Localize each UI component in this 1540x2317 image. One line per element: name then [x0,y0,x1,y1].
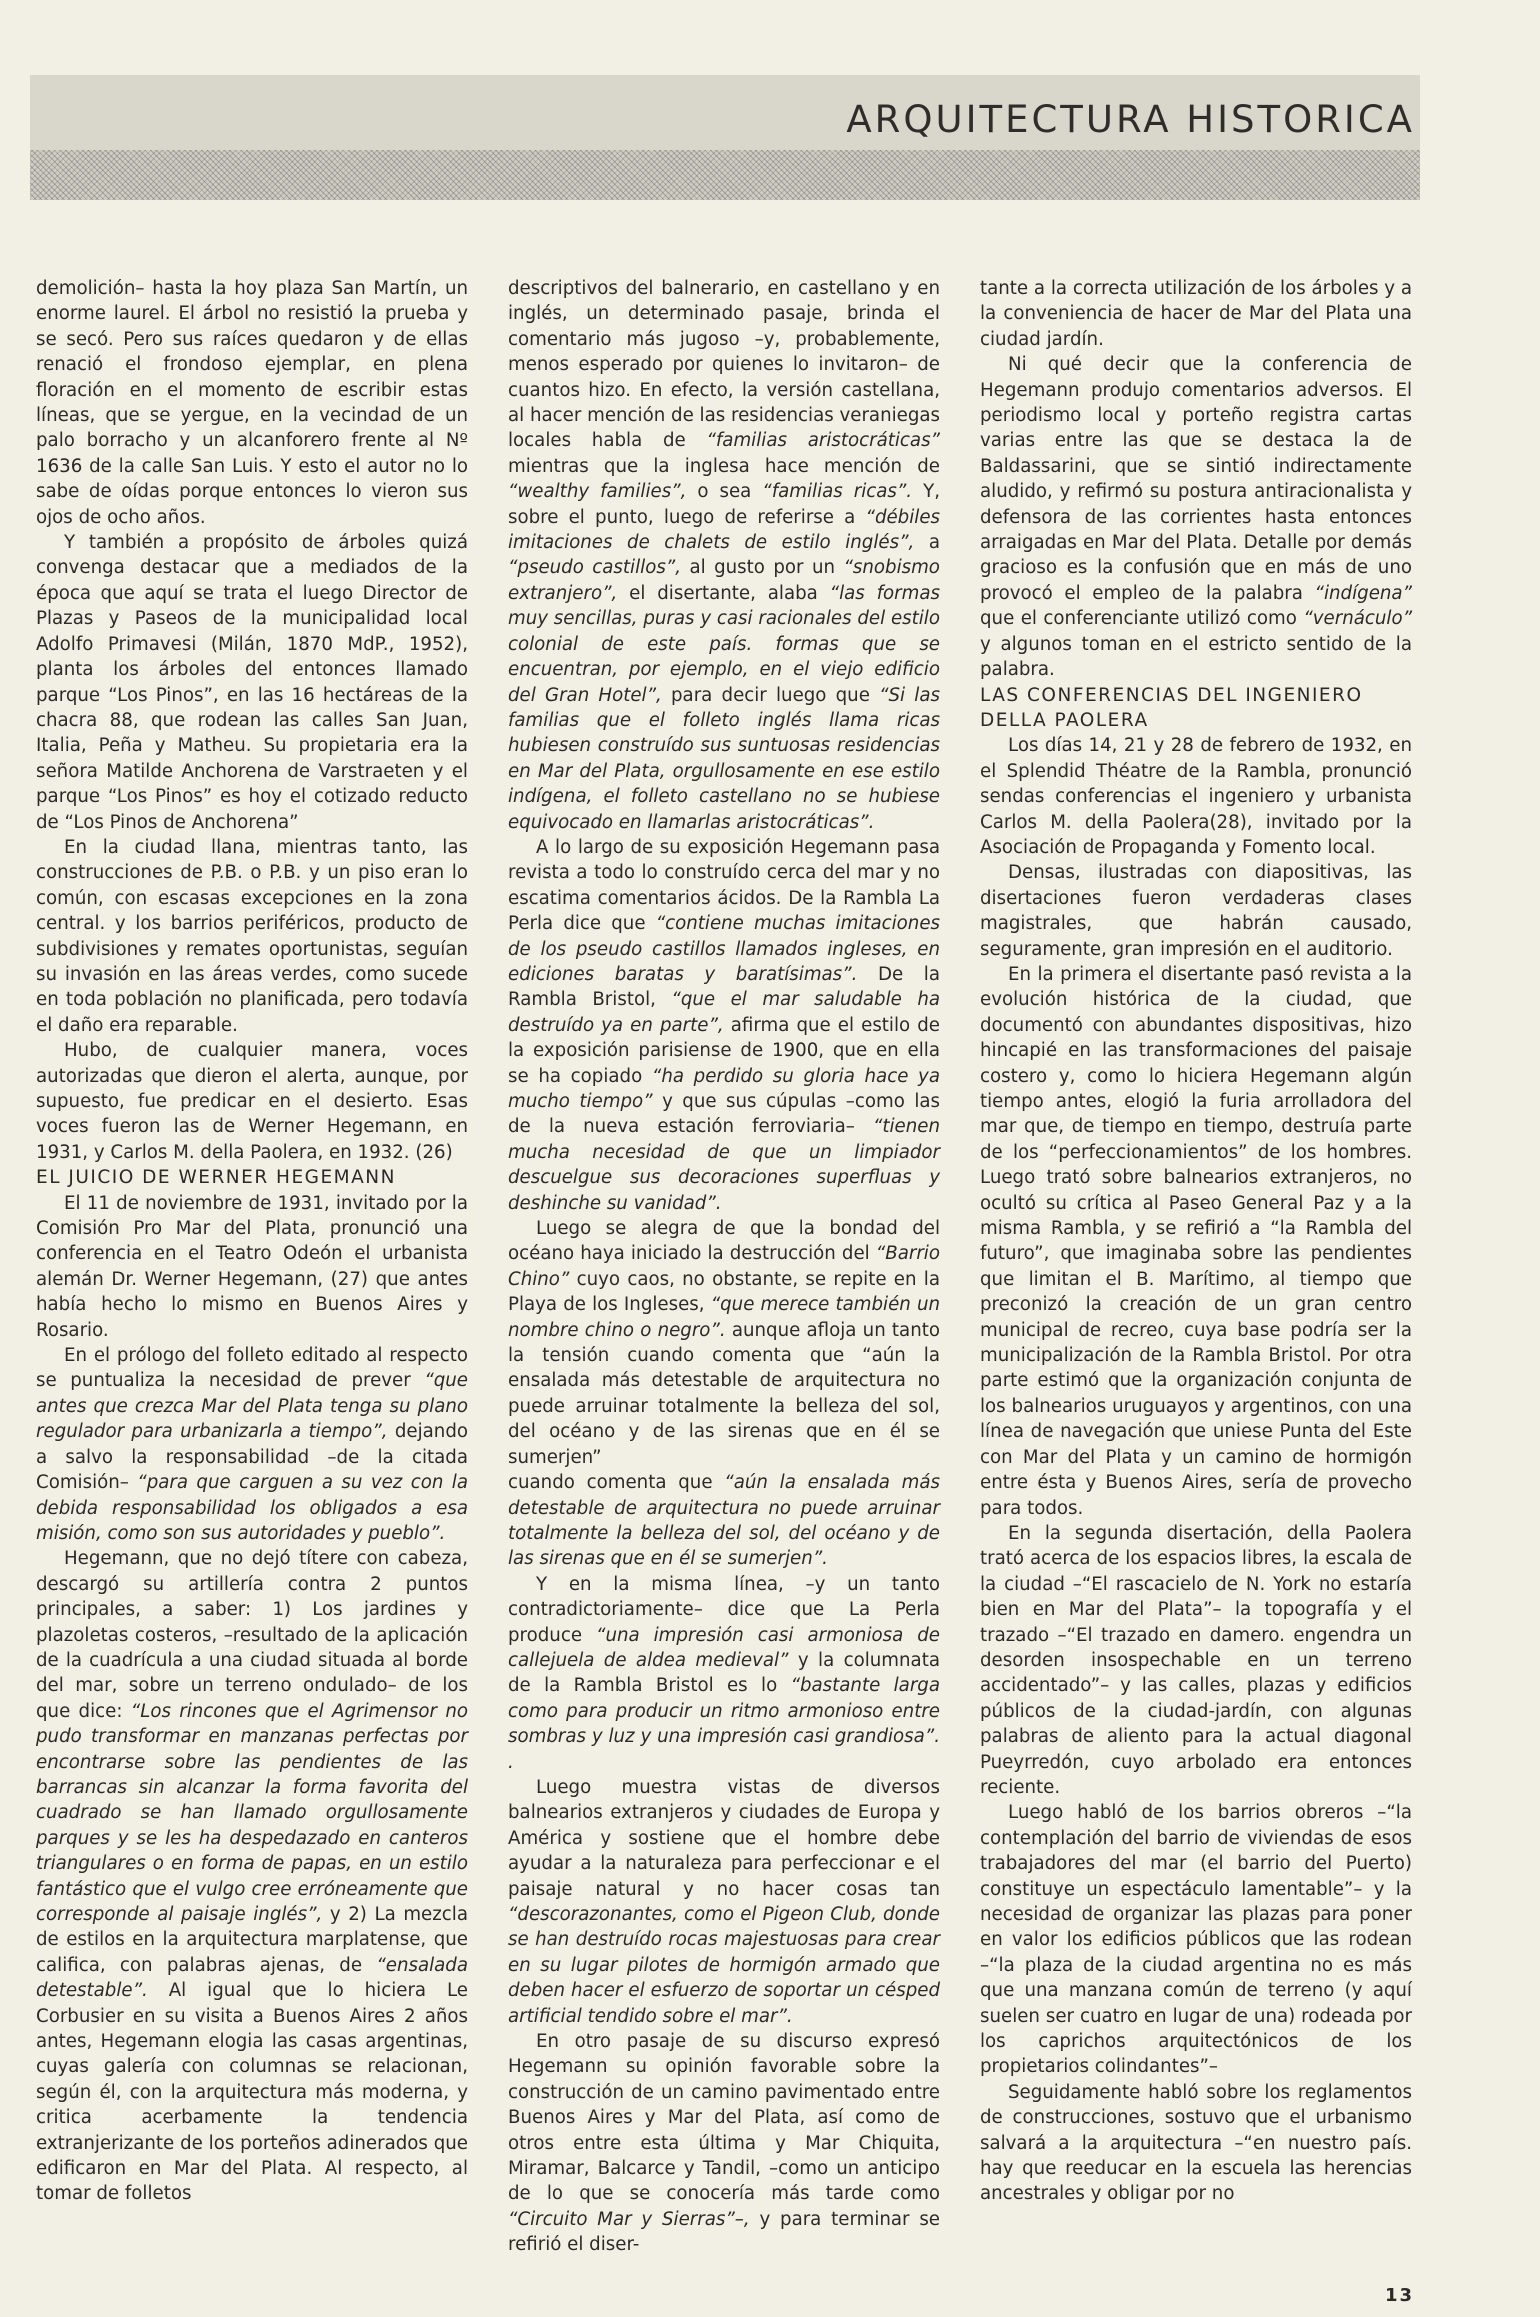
quote: “que el mar saludable ha destruído ya en parte”, [508,989,940,1036]
quote: “wealthy families”, [508,481,687,503]
text-run: para decir luego que [671,684,870,706]
paragraph [508,2029,940,2258]
paragraph [508,1470,940,1572]
text-run: cuando comenta que [508,1472,713,1494]
quote: “contiene muchas imitaciones de los pseudo castillos llamados ingleses, en ediciones baratas y baratísimas”. [508,913,941,985]
quote: “familias aristocráticas” [706,430,940,452]
text-run: dejando a salvo la responsabilidad –de la citada Comisión– [36,1421,468,1494]
paragraph [980,352,1412,682]
text-run: Luego se alegra de que la bondad del océano haya iniciado la destrucción del [508,1218,940,1265]
text-run: De la Rambla Bristol, [508,963,940,1011]
text-run: y que sus cúpulas –como las de la nueva estación ferroviaria– [508,1091,940,1138]
paragraph: Y también a propósito de árboles quizá convenga destacar que a mediados de la época que aquí se trata el luego Director de Plazas y Paseos de la municipalidad local Adolfo Primavesi (Milán, 1870 MdP., 1952), planta los árboles del entonces llamado parque “Los Pinos”, en las 16 hectáreas de la chacra 88, que rodean las calles San Juan, Italia, Peña y Matheu. Su propietaria era la señora Matilde Anchorena de Varstraeten y el parque “Los Pinos” es hoy el cotizado reducto de “Los Pinos de Anchorena” [36,532,468,833]
paragraph [508,1572,940,1775]
quote: “bastante larga como para producir un ritmo armonioso entre sombras y luz y una impresión casi grandiosa”. . [508,1675,940,1773]
text-run: al gusto por un [689,557,836,579]
text-run: A lo largo de su exposición Hegemann pasa revista a todo lo construído cerca del mar y no escatima comentarios ácidos. De la Rambla La Perla dice que [508,836,940,935]
quote: “indígena” [1314,582,1412,604]
text-run: y 2) La mezcla de estilos en la arquitectura marplatense, que califica, con palabras ajenas, de [36,1904,468,1976]
paragraph: Luego habló de los barrios obreros –“la contemplación del barrio de viviendas de esos trabajadores del mar (el barrio del Puerto) constituye un espectáculo lamentable”– y la necesidad de organizar las plazas para poner en valor los edificios públicos que las rodean –“la plaza de la ciudad argentina no es más que una manzana común de terreno (y aquí suelen ser cuatro en lugar de una) rodeada por los caprichos arquitectónicos de los propietarios colindantes”– [980,1802,1412,2078]
paragraph [508,835,940,1216]
quote: “vernáculo” [1303,608,1412,630]
text-run: el disertante, alaba [629,582,818,604]
text-run: Al igual que lo hiciera Le Corbusier en su visita a Buenos Aires 2 años antes, Hegemann elogia las casas argentinas, cuyas galería con columnas se relacionan, según él, con la arquitectura más moderna, y critica acerbamente la tendencia extranjerizante de los porteños adinerados que edificaron en Mar del Plata. Al respecto, al tomar de folletos [36,1980,468,2205]
paragraph [36,1546,468,2207]
text-run: mientras que la inglesa hace mención de [508,455,940,477]
text-run: En otro pasaje de su discurso expresó Hegemann su opinión favorable sobre la construcción de un camino pavimentado entre Buenos Aires y Mar del Plata, así como de otros entre esta última y Mar Chiquita, Miramar, Balcarce y Tandil, –como un anticipo de lo que se conocería más tarde como [508,2031,940,2205]
quote: “que merece también un nombre chino o negro”. [508,1294,940,1341]
paragraph: Los días 14, 21 y 28 de febrero de 1932, en el Splendid Théatre de la Rambla, pronunció sendas conferencias el ingeniero y urbanista Carlos M. della Paolera(28), invitado por la Asociación de Propaganda y Fomento local. [980,735,1412,858]
text-run: descriptivos del balnerario, en castellano y en inglés, un determinado pasaje, brinda el comentario más jugoso –y, probablemente, menos esperado por quienes lo invitaron– de cuantos hizo. En efecto, la versión castellana, al hacer mención de las residencias veraniegas locales habla de [508,278,941,452]
text-run: En el prólogo del folleto editado al respecto se puntualiza la necesidad de prever [36,1345,468,1392]
article-column-3 [980,276,1412,2207]
paragraph: Hubo, de cualquier manera, voces autorizadas que dieron el alerta, aunque, por supuesto, fue predicar en el desierto. Esas voces fueron las de Werner Hegemann, en 1931, y Carlos M. della Paolera, en 1932. (26) [36,1040,468,1163]
quote: “Barrio Chino” [508,1243,940,1290]
text-run: afirma que el estilo de la exposición parisiense de 1900, que en ella se ha copiado [508,1014,940,1087]
quote: “aún la ensalada más detestable de arquitectura no puede arruinar totalmente la belleza del sol, del océano y de las sirenas que en él se sumerjen”. [508,1472,940,1570]
quote: “las formas muy sencillas, puras y casi racionales del estilo colonial de este país. formas que se encuentran, por ejemplo, en el viejo edificio del Gran Hotel”, [508,582,940,706]
quote: “familias ricas”. [762,481,913,503]
quote: “descorazonantes, como el Pigeon Club, donde se han destruído rocas majestuosas para crear en su lugar pilotes de hormigón armado que deben hacer el esfuerzo de soportar un césped artificial tendido sobre el mar”. [508,1904,940,2027]
text-run: y algunos toman en el estricto sentido de la palabra. [980,633,1412,681]
quote: “snobismo extranjero”, [508,557,940,604]
quote: “tienen mucha necesidad de que un limpiador descuelgue sus decoraciones superfluas y deshinche su vanidad”. [508,1116,940,1214]
paragraph [508,276,940,835]
quote: “débiles imitaciones de chalets de estilo inglés”, [508,506,940,554]
paragraph: En la primera el disertante pasó revista a la evolución histórica de la ciudad, que documentó con abundantes dispositivas, hizo hincapié en las transformaciones del paisaje costero y, como lo hiciera Hegemann algún tiempo antes, elogió la furia arrolladora del mar que, de tiempo en tiempo, destruía parte de los “perfeccionamientos” de los hombres. Luego trató sobre balnearios extranjeros, no ocultó su crítica al Paseo General Paz y a la misma Rambla, y se refirió a “la Rambla del futuro”, que imaginaba sobre las pendientes que limitan el B. Marítimo, al tiempo que preconizó la creación de un gran centro municipal de recreo, cuya base podría ser la municipalización de la Rambla Bristol. Por otra parte estimó que la organización conjunta de los balnearios uruguayos y argentinos, con una línea de navegación que uniese Punta del Este con Mar del Plata y un camino de hormigón entre ésta y Buenos Aires, sería de provecho para todos. [980,963,1412,1519]
subheading-della-paolera: LAS CONFERENCIAS DEL INGENIERO DELLA PAOLERA [980,684,1363,731]
text-run: o sea [697,481,752,503]
paragraph: Seguidamente habló sobre los reglamentos de construcciones, sostuvo que el urbanismo salvará a la arquitectura –“en nuestro país. hay que reeducar en la escuela las herencias ancestrales y obligar por no [980,2081,1412,2205]
paragraph: En la segunda disertación, della Paolera trató acerca de los espacios libres, la escala de la ciudad –“El rascacielo de N. York no estaría bien en Mar del Plata”– la topografía y el trazado –“El trazado en damero. engendra un desorden insospechable en un terreno accidentado”– y las calles, plazas y edificios públicos de la ciudad-jardín, con algunas palabras de aliento para la actual diagonal Pueyrredón, cuyo arbolado era entonces reciente. [980,1522,1412,1798]
paragraph [508,1775,940,2029]
quote: “una impresión casi armoniosa de callejuela de aldea medieval” [508,1624,940,1671]
paragraph: El 11 de noviembre de 1931, invitado por la Comisión Pro Mar del Plata, pronunció una conferencia en el Teatro Odeón el urbanista alemán Dr. Werner Hegemann, (27) que antes había hecho lo mismo en Buenos Aires y Rosario. [36,1192,468,1341]
paragraph: En la ciudad llana, mientras tanto, las construcciones de P.B. o P.B. y un piso eran lo común, con escasas excepciones en la zona central. y los barrios periféricos, producto de subdivisiones y remates oportunistas, seguían su invasión en las áreas verdes, como sucede en toda población no planificada, pero todavía el daño era reparable. [36,836,468,1036]
text-run: y la columnata de la Rambla Bristol es lo [508,1649,940,1697]
text-run: Ni qué decir que la conferencia de Hegemann produjo comentarios adversos. El periodismo local y porteño registra cartas varias entre las que se destaca la de Baldassarini, que se sintió indirectamente aludido, y refirmó su postura antiracionalista y defensora de las corrientes hasta entonces arraigadas en Mar del Plata. Detalle por demás gracioso es la confusión que en más de uno provocó el empleo de la palabra [980,354,1412,604]
section-title: ARQUITECTURA HISTORICA [846,98,1415,141]
paragraph [36,1343,468,1546]
quote: “ha perdido su gloria hace ya mucho tiempo” [508,1065,940,1112]
text-run: que el conferenciante utilizó como [980,608,1297,630]
text-run: a [928,532,940,554]
text-run: cuyo caos, no obstante, se repite en la Playa de los Ingleses, [508,1268,940,1316]
paragraph [508,1216,940,1470]
text-run: Hegemann, que no dejó títere con cabeza, descargó su artillería contra 2 puntos principales, a saber: 1) Los jardines y plazoletas costeros, –resultado de la aplicación de la cuadrícula a una ciudad situada al borde del mar, sobre un terreno ondulado– de los que dice: [36,1548,468,1722]
article-column-1 [36,276,468,2207]
paragraph: Densas, ilustradas con diapositivas, las disertaciones fueron verdaderas clases magistrales, que habrán causado, seguramente, gran impresión en el auditorio. [980,862,1412,960]
quote: “para que carguen a su vez con la debida responsabilidad los obligados a esa misión, como son sus autoridades y pueblo”. [36,1472,468,1544]
subheading-hegemann: EL JUICIO DE WERNER HEGEMANN [36,1167,396,1189]
quote: “Circuito Mar y Sierras”–, [508,2208,750,2230]
text-run: Y, sobre el punto, luego de referirse a [508,481,940,528]
text-run: Y en la misma línea, –y un tanto contradictoriamente– dice que La Perla produce [508,1573,940,1646]
page-number: 13 [1385,2285,1415,2306]
paragraph: demolición– hasta la hoy plaza San Martín, un enorme laurel. El árbol no resistió la prueba y se secó. Pero sus raíces quedaron y de ellas renació el frondoso ejemplar, en plena floración en el momento de escribir estas líneas, que se yergue, en la vecindad de un palo borracho y un alcanforero frente al Nº 1636 de la calle San Luis. Y esto el autor no lo sabe de oídas porque entonces lo vieron sus ojos de ocho años. [36,278,468,528]
article-column-2 [508,276,940,2258]
text-run: Luego muestra vistas de diversos balnearios extranjeros y ciudades de Europa y América y sostiene que el hombre debe ayudar a la naturaleza para perfeccionar e el paisaje natural y no hacer cosas tan [508,1776,940,1900]
quote: “que antes que crezca Mar del Plata tenga su plano regulador para urbanizarla a tiempo”, [36,1370,468,1443]
quote: “Si las familias que el folleto inglés llama ricas hubiesen construído sus suntuosas residencias en Mar del Plata, orgullosamente en ese estilo indígena, el folleto castellano no se hubiese equivocado en llamarlas aristocráticas”. [508,684,940,833]
header-hatch-pattern [30,150,1420,200]
text-run: aunque afloja un tanto la tensión cuando comenta que “aún la ensalada más detestable de arquitectura no puede arruinar totalmente la belleza del sol, del océano y de las sirenas que en él se sumerjen” [508,1319,940,1468]
quote: “pseudo castillos”, [508,557,681,579]
quote: “ensalada detestable”. [36,1954,468,2002]
quote: “Los rincones que el Agrimensor no pudo transformar en manzanas perfectas por encontrarse sobre las pendientes de las barrancas sin alcanzar la forma favorita del cuadrado se han llamado orgullosamente parques y se les ha despedazado en canteros triangulares o en forma de papas, en un estilo fantástico que el vulgo cree erróneamente que corresponde al paisaje inglés”, [36,1700,468,1925]
paragraph: tante a la correcta utilización de los árboles y a la conveniencia de hacer de Mar del Plata una ciudad jardín. [980,278,1412,350]
text-run: y para terminar se refirió el diser- [508,2208,940,2256]
